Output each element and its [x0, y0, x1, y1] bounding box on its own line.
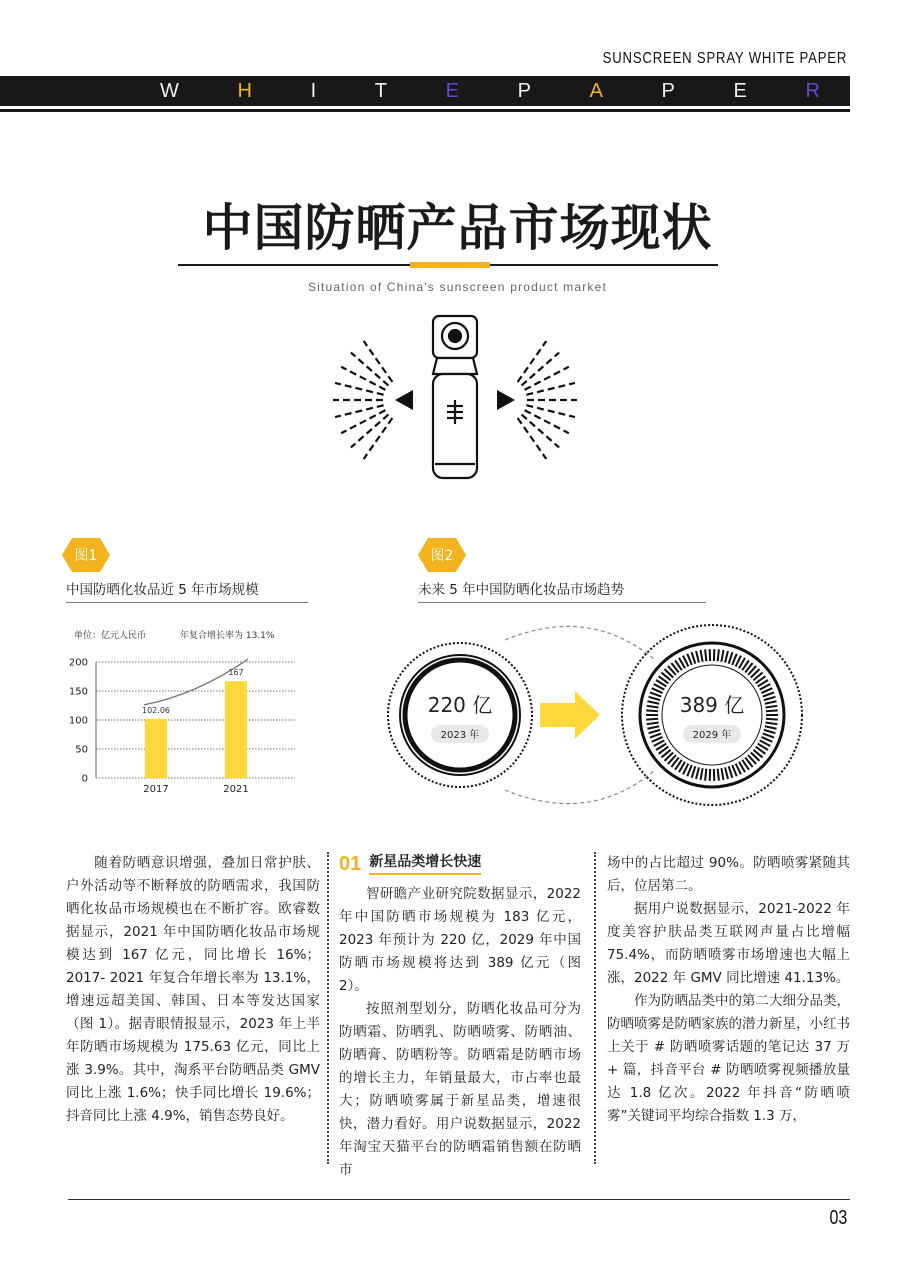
market-size-bar-chart [60, 624, 310, 804]
figure2-title: 未来 5 年中国防晒化妆品市场趋势 [418, 582, 625, 598]
arrow-right-icon [540, 691, 600, 739]
footer-rule [68, 1199, 850, 1200]
spray-bottle-illustration [325, 312, 585, 488]
paragraph-6: 作为防晒品类中的第二大细分品类，防晒喷雾是防晒家族的潜力新星，小红书上关于 # 防晒喷雾话题的笔记达 37 万 + 篇，抖音平台 # 防晒喷雾视频播放量达 1.8 亿次。2022 年抖音“防晒喷雾”关键词平均综合指数 1.3 万， [607, 993, 850, 1124]
page-number: 03 [829, 1207, 847, 1229]
column-separator-1 [327, 852, 329, 1164]
band-letter-0: W [160, 79, 179, 102]
figure2-rule [418, 602, 706, 603]
year-2023: 2023 年 [440, 730, 480, 741]
section-title: 新星品类增长快速 [369, 852, 481, 875]
band-letter-9: R [805, 79, 820, 102]
band-letter-4: E [445, 79, 459, 102]
page-title: 中国防晒产品市场现状 [202, 198, 713, 257]
spray-left-icon [333, 341, 392, 459]
figure1-rule [66, 602, 308, 603]
bar-2017 [145, 719, 167, 778]
header-band [0, 76, 850, 106]
title-rule-accent [410, 262, 490, 268]
year-2029: 2029 年 [692, 730, 732, 741]
figure1-badge: 图1 [62, 538, 110, 572]
figure2-badge: 图2 [418, 538, 466, 572]
paragraph-1: 随着防晒意识增强，叠加日常护肤、户外活动等不断释放的防晒需求，我国防晒化妆品市场规模也在不断扩容。欧睿数据显示，2021 年中国防晒化妆品市场规模达到 167 亿元，同比增长 16%；2017- 2021 年复合年增长率为 13.1%，增速远超美国、韩国、日本等发达国家（图 1）。据青眼情报显示，2023 年上半年防晒市场规模为 175.63 亿元，同比上涨 3.9%。其中，淘系平台防晒品类 GMV 同比上涨 1.6%；快手同比增长 19.6%；抖音同比上涨 4.9%，销售态势良好。 [66, 855, 320, 1124]
y-tick-label: 50 [75, 744, 88, 756]
header-label: SUNSCREEN SPRAY WHITE PAPER [602, 50, 847, 67]
value-2023: 220 亿 [427, 693, 493, 717]
band-letter-3: T [374, 79, 387, 102]
band-letter-8: E [733, 79, 747, 102]
band-letter-1: H [237, 79, 252, 102]
column-separator-2 [594, 852, 596, 1164]
band-letter-2: I [310, 79, 317, 102]
y-tick-label: 100 [68, 715, 88, 727]
band-letter-6: A [589, 79, 603, 102]
paragraph-4: 场中的占比超过 90%。防晒喷雾紧随其后，位居第二。 [607, 855, 850, 894]
header-band-line [0, 109, 850, 112]
y-tick-label: 0 [81, 773, 88, 785]
paragraph-2: 智研瞻产业研究院数据显示，2022 年中国防晒市场规模为 183 亿元，2023 年预计为 220 亿，2029 年中国防晒市场规模将达到 389 亿元（图 2）。 [339, 886, 581, 994]
bottle-icon [433, 316, 477, 478]
y-tick-label: 200 [68, 657, 88, 669]
paragraph-3: 按照剂型划分，防晒化妆品可分为防晒霜、防晒乳、防晒喷雾、防晒油、防晒膏、防晒粉等。防晒霜是防晒市场的增长主力，年销量最大，市占率也最大；防晒喷雾属于新星品类，增速很快，潜力看好。用户说数据显示，2022 年淘宝天猫平台的防晒霜销售额在防晒市 [339, 1001, 581, 1178]
y-tick-label: 150 [68, 686, 88, 698]
x-tick-label: 2017 [143, 784, 169, 795]
page-subtitle: Situation of China's sunscreen product market [307, 280, 608, 294]
band-letters [160, 76, 820, 106]
circle-2023 [388, 643, 532, 787]
value-2029: 389 亿 [679, 693, 745, 717]
circle-2029 [622, 625, 802, 805]
chart1-unit-label: 单位：亿元人民币 [74, 631, 147, 641]
section-number: 01 [339, 852, 362, 875]
figure1-title: 中国防晒化妆品近 5 年市场规模 [66, 582, 259, 598]
body-column-3 [607, 852, 850, 1128]
body-column-2 [339, 852, 581, 1182]
bar-value-label: 167 [228, 668, 244, 678]
bar-value-label: 102.06 [142, 705, 170, 715]
section-heading [339, 852, 581, 875]
x-tick-label: 2021 [223, 784, 249, 795]
market-trend-diagram [385, 615, 815, 815]
body-column-1 [66, 852, 320, 1128]
spray-right-icon [518, 341, 577, 459]
chart1-cagr-label: 年复合增长率为 13.1% [180, 631, 275, 641]
band-letter-7: P [661, 79, 675, 102]
band-letter-5: P [517, 79, 531, 102]
paragraph-5: 据用户说数据显示，2021-2022 年度美容护肤品类互联网声量占比增幅 75.4%，而防晒喷雾市场增速也大幅上涨，2022 年 GMV 同比增速 41.13%。 [607, 901, 850, 986]
bar-2021 [225, 681, 247, 778]
